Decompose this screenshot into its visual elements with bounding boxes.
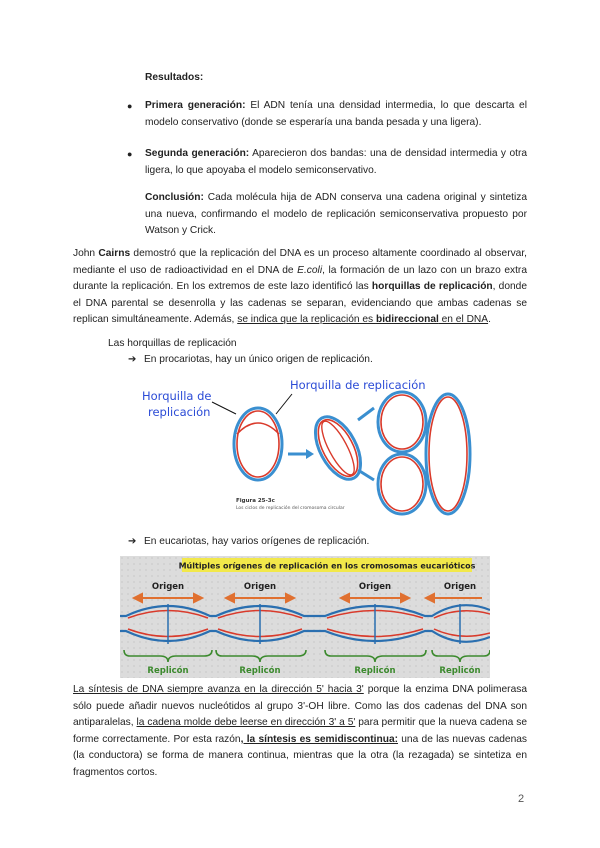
cairns-text-3: , la formación de un lazo con un brazo extra durante la replicación. En los extremos de este lazo identificó las bbox=[73, 264, 527, 292]
first-generation-label: Primera generación: bbox=[145, 100, 246, 111]
prokaryotes-text: En procariotas, hay un único origen de replicación. bbox=[144, 354, 373, 365]
replicon-label-4: Replicón bbox=[439, 666, 481, 676]
page-number: 2 bbox=[518, 793, 525, 805]
forks-term: horquillas de replicación bbox=[371, 281, 493, 292]
forks-section-heading: Las horquillas de replicación bbox=[108, 338, 237, 349]
synthesis-paragraph bbox=[73, 682, 527, 781]
conclusion-text: Cada molécula hija de ADN conserva una cadena original y sintetiza una nueva, confirmando el modelo de replicación semiconservativa propuesto por Watson y Crick. bbox=[145, 192, 527, 236]
daughter-circle-right bbox=[426, 394, 470, 514]
cairns-period: . bbox=[488, 314, 491, 325]
fork-label-left-1: Horquilla de bbox=[142, 389, 212, 403]
multiple-origins-figure bbox=[120, 556, 490, 678]
bullet-dot-icon: ● bbox=[127, 101, 133, 111]
arrowhead-1 bbox=[306, 449, 314, 459]
second-generation-label: Segunda generación: bbox=[145, 148, 250, 159]
origin-label-3: Origen bbox=[358, 582, 392, 592]
figure-banner-text: Múltiples orígenes de replicación en los cromosomas eucarióticos bbox=[178, 561, 476, 571]
bidirectional-term: bidireccional bbox=[375, 314, 439, 325]
replicon-label-2: Replicón bbox=[239, 666, 281, 676]
synthesis-underline-1: La síntesis de DNA siempre avanza en la dirección 5' hacia 3' bbox=[73, 684, 364, 695]
synthesis-underline-2: la cadena molde debe leerse en dirección 3' a 5' bbox=[136, 717, 356, 728]
ecoli-species: E.coli bbox=[297, 264, 323, 276]
eukaryotes-text: En eucariotas, hay varios orígenes de replicación. bbox=[144, 536, 370, 547]
cairns-text-4: , donde el DNA parental se desenrolla y las cadenas se separan, evidenciando que ambas cadenas se replican simultáneamente. Además, bbox=[73, 281, 527, 325]
right-arrow-icon: ➔ bbox=[128, 354, 137, 365]
progress-arrow-3 bbox=[358, 470, 374, 480]
cairns-paragraph bbox=[73, 246, 527, 329]
circular-replication-figure bbox=[140, 374, 480, 519]
figure-caption-1: Figura 25-3c bbox=[236, 498, 275, 504]
fork-label-top: Horquilla de replicación bbox=[290, 378, 426, 392]
origin-label-1: Origen bbox=[151, 582, 185, 592]
daughter-circle-bottom bbox=[378, 454, 426, 514]
bidirectional-text-1: se indica que la replicación es bbox=[237, 314, 376, 325]
origin-label-4: Origen bbox=[443, 582, 477, 592]
chromosome-circle-1 bbox=[234, 408, 282, 480]
origin-label-2: Origen bbox=[243, 582, 277, 592]
daughter-circle-top bbox=[378, 392, 426, 452]
replicon-label-1: Replicón bbox=[147, 666, 189, 676]
results-heading: Resultados: bbox=[145, 72, 204, 83]
cairns-text-1: John bbox=[73, 248, 99, 259]
conclusion-paragraph bbox=[145, 190, 527, 240]
first-generation-text: El ADN tenía una densidad intermedia, lo que descarta el modelo conservativo (donde se esperaría una banda pesada y una ligera). bbox=[145, 100, 527, 128]
cairns-text-2: demostró que la replicación del DNA es un proceso altamente coordinado al observar, mediante el uso de radioactividad en el DNA de bbox=[73, 248, 528, 276]
progress-arrow-2 bbox=[358, 408, 374, 420]
cairns-name: Cairns bbox=[98, 248, 131, 259]
synthesis-text-2: para permitir que la nueva cadena se forme correctamente. Por esta razón bbox=[73, 717, 527, 745]
bidirectional-text-2: en el DNA bbox=[438, 314, 489, 325]
bidirectional-sentence bbox=[237, 314, 488, 325]
chromosome-circle-2 bbox=[306, 410, 370, 487]
synthesis-text-3: una de las nuevas cadenas (la conductora) se forma de manera continua, mientras que la otra (la rezagada) se sintetiza en fragmentos cortos. bbox=[73, 733, 528, 778]
right-arrow-icon: ➔ bbox=[128, 536, 137, 547]
prokaryotes-item bbox=[128, 352, 373, 369]
conclusion-label: Conclusión: bbox=[145, 192, 204, 203]
semidiscontinuous-term: , la síntesis es semidiscontinua: bbox=[240, 733, 399, 745]
eukaryotes-item bbox=[128, 534, 369, 551]
bullet-second-generation bbox=[127, 146, 527, 179]
synthesis-text-1: porque la enzima DNA polimerasa sólo puede añadir nuevos nucleótidos al grupo 3'-OH libre. Como las dos cadenas del DNA son antiparalelas, bbox=[73, 684, 527, 728]
replicon-label-3: Replicón bbox=[354, 666, 396, 676]
bullet-first-generation bbox=[127, 98, 527, 131]
bullet-dot-icon: ● bbox=[127, 149, 133, 159]
second-generation-text: Aparecieron dos bandas: una de densidad intermedia y otra ligera, lo que apoyaba el modelo semiconservativo. bbox=[145, 148, 528, 176]
fork-label-left-2: replicación bbox=[148, 405, 211, 419]
pointer-line-right bbox=[276, 394, 292, 414]
pointer-line-left bbox=[212, 402, 236, 414]
figure-caption-2: Los ciclos de replicación del cromosoma circular bbox=[236, 506, 345, 511]
